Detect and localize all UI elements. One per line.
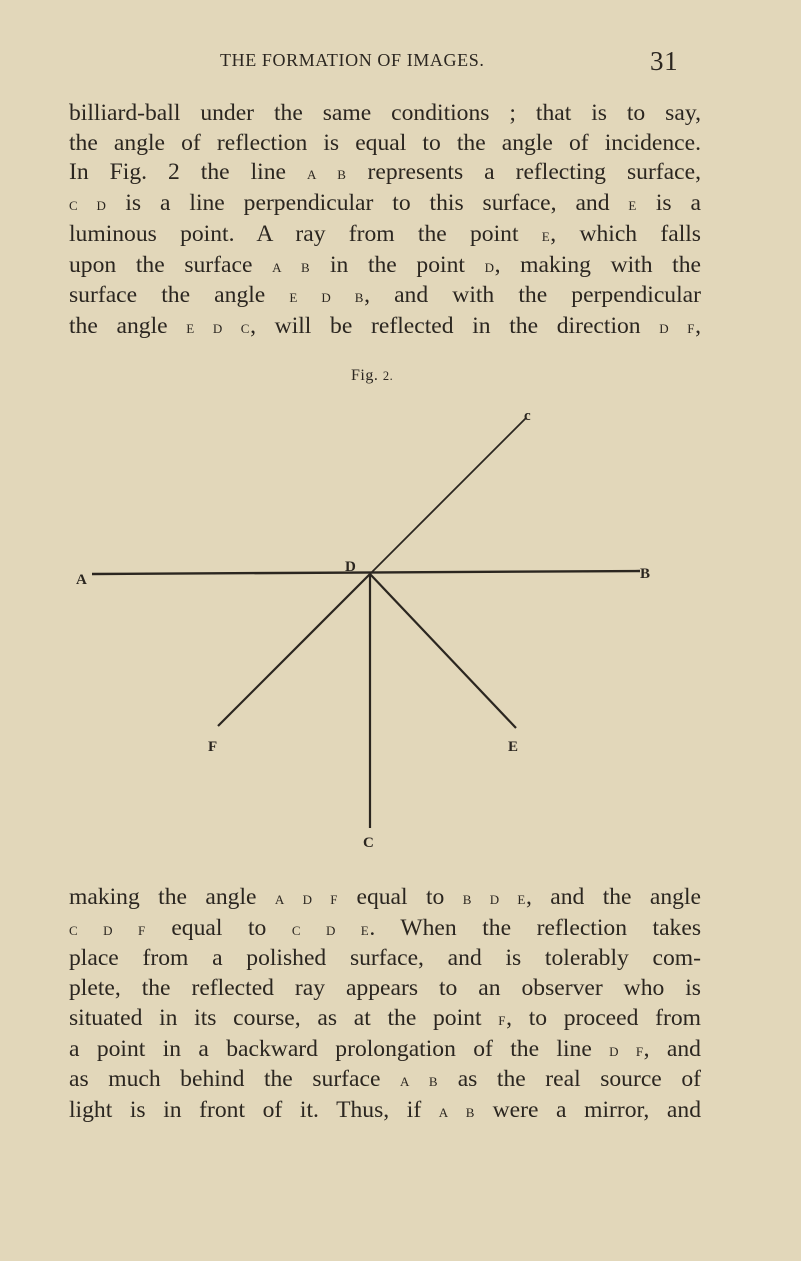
text-run: as much behind the surface	[69, 1066, 401, 1093]
small-caps-letter: e d c	[186, 316, 251, 337]
text-run: upon the surface	[69, 251, 273, 278]
text-run: were a mirror, and	[474, 1096, 701, 1123]
paragraph-bottom	[69, 883, 701, 1127]
text-run: plete, the reflected ray appears to an observer who is	[69, 975, 701, 1002]
small-caps-letter: a b	[272, 255, 311, 276]
text-run: , to proceed from	[506, 1004, 701, 1031]
text-line	[69, 914, 701, 945]
label-d: D	[345, 559, 356, 575]
figure-caption-prefix: Fig.	[351, 367, 379, 384]
text-run: , and	[643, 1035, 701, 1062]
text-run: is a	[636, 190, 701, 217]
text-run: the angle	[69, 312, 187, 339]
small-caps-letter: e d b	[289, 286, 365, 307]
label-c: C	[363, 835, 374, 851]
text-run: place from a polished surface, and is tolerably com-	[69, 945, 701, 972]
text-run: In Fig. 2 the line	[69, 159, 307, 186]
text-run: light is in front of it. Thus, if	[69, 1096, 439, 1123]
small-caps-letter: d f	[609, 1039, 644, 1060]
small-caps-letter: e	[541, 224, 551, 245]
page-number: 31	[650, 46, 679, 76]
text-run: in the point	[310, 251, 485, 278]
small-caps-letter: d	[484, 255, 495, 276]
text-run: billiard-ball under the same conditions ; that is to say,	[69, 100, 701, 126]
text-run: as the real source of	[438, 1066, 701, 1093]
label-e: E	[508, 739, 519, 755]
label-b: B	[640, 566, 651, 582]
small-caps-letter: c d	[69, 194, 107, 215]
text-run: , and with the perpendicular	[364, 282, 701, 309]
line-ab	[92, 571, 640, 574]
text-run: represents a reflecting surface,	[346, 159, 701, 186]
text-line	[69, 944, 701, 974]
text-line	[69, 1065, 701, 1096]
text-run: , and the angle	[525, 884, 702, 910]
text-run: surface the angle	[69, 282, 290, 309]
label-c-top: c	[524, 408, 531, 424]
text-run: , making with the	[494, 251, 701, 278]
small-caps-letter: a b	[400, 1070, 439, 1091]
small-caps-letter: b d e	[462, 888, 526, 908]
text-run: luminous point. A ray from the point	[69, 220, 542, 247]
line-ed	[370, 574, 516, 728]
text-line	[69, 1096, 701, 1127]
text-run: , will be reflected in the direction	[250, 312, 660, 339]
small-caps-letter: a d f	[274, 888, 339, 908]
line-d-to-c-top	[370, 418, 526, 574]
text-run: equal to	[145, 914, 292, 941]
line-df	[218, 574, 370, 726]
text-line	[69, 1035, 701, 1066]
text-run: equal to	[338, 884, 463, 910]
text-run: is a line perpendicular to this surface, and	[106, 190, 629, 217]
text-run: making the angle	[69, 884, 275, 910]
text-run: . When the reflection takes	[369, 914, 702, 941]
text-line	[69, 883, 701, 914]
label-f: F	[208, 739, 218, 755]
text-run: ,	[695, 312, 702, 339]
text-line	[69, 974, 701, 1004]
text-run: a point in a backward prolongation of the line	[69, 1035, 610, 1062]
figure-caption-number: 2.	[382, 369, 394, 383]
label-a: A	[76, 572, 87, 588]
small-caps-letter: c d f	[69, 918, 146, 939]
text-run: , which falls	[550, 220, 701, 247]
text-run: situated in its course, as at the point	[69, 1004, 499, 1031]
small-caps-letter: f	[498, 1008, 507, 1029]
small-caps-letter: a b	[438, 1100, 475, 1121]
small-caps-letter: a b	[306, 163, 347, 184]
running-title: THE FORMATION OF IMAGES.	[220, 50, 485, 70]
small-caps-letter: e	[628, 194, 637, 215]
small-caps-letter: d f	[659, 316, 696, 337]
text-run: the angle of reflection is equal to the angle of incidence.	[69, 129, 701, 156]
text-line	[69, 1004, 701, 1035]
small-caps-letter: c d e	[291, 918, 370, 939]
